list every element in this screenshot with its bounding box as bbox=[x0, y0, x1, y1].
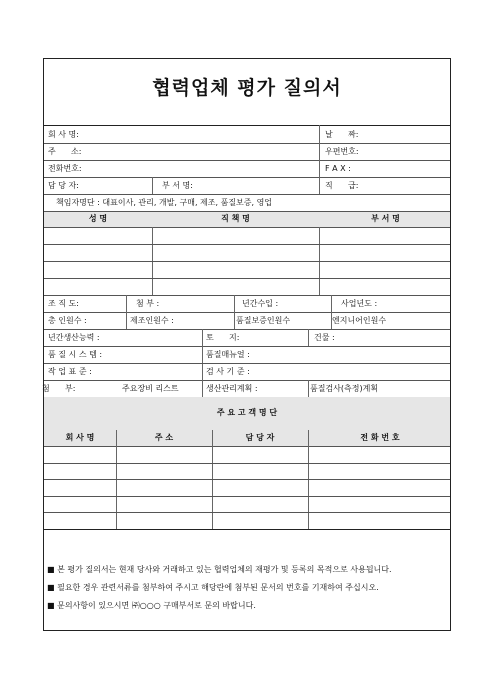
address-label: 주 소: bbox=[48, 147, 82, 156]
header-contact: 담 당 자 bbox=[245, 433, 275, 442]
header-phone: 전 화 번 호 bbox=[360, 433, 400, 442]
divider bbox=[44, 177, 450, 178]
divider bbox=[44, 312, 450, 313]
header-department: 부 서 명 bbox=[371, 214, 400, 223]
divider bbox=[319, 177, 320, 194]
questionnaire-form bbox=[43, 58, 451, 631]
annual-income-label: 년간수입 : bbox=[242, 299, 279, 308]
divider bbox=[126, 312, 127, 329]
note-item: ■ 본 평가 질의서는 현재 당사와 거래하고 있는 협력업체의 재평가 및 등록의 목적으로 사용됩니다. bbox=[47, 565, 392, 574]
table-row bbox=[44, 278, 450, 279]
production-staff-label: 제조인원수 : bbox=[130, 316, 174, 325]
table-row bbox=[44, 512, 450, 513]
divider bbox=[44, 346, 450, 347]
divider bbox=[319, 143, 320, 160]
fax-label: F A X : bbox=[325, 164, 351, 173]
table-row bbox=[44, 529, 450, 530]
attach-label: 첨 부 : bbox=[136, 299, 160, 308]
table-row bbox=[44, 244, 450, 245]
land-label: 토 지: bbox=[206, 333, 240, 342]
responsible-note: 책임자명단 : 대표이사, 관리, 개발, 구매, 제조, 품질보증, 영업 bbox=[56, 198, 273, 207]
divider bbox=[44, 160, 450, 161]
quality-manual-label: 품질매뉴얼 : bbox=[206, 350, 250, 359]
divider bbox=[331, 295, 332, 312]
divider bbox=[44, 125, 450, 126]
inspection-plan-label: 품질검사(측정)계획 bbox=[310, 384, 379, 393]
divider bbox=[126, 295, 127, 312]
department-label: 부 서 명: bbox=[162, 181, 193, 190]
divider bbox=[44, 194, 450, 195]
divider bbox=[44, 363, 450, 364]
phone-label: 전화번호: bbox=[48, 164, 82, 173]
divider bbox=[308, 329, 309, 346]
divider bbox=[44, 211, 450, 212]
divider bbox=[234, 312, 235, 329]
inspection-standard-label: 검 사 기 준 : bbox=[206, 367, 250, 376]
divider bbox=[319, 125, 320, 143]
production-plan-label: 생산관리계획 : bbox=[206, 384, 258, 393]
org-chart-label: 조 직 도: bbox=[48, 299, 79, 308]
zip-label: 우편번호: bbox=[325, 147, 359, 156]
total-staff-label: 총 인원수 : bbox=[48, 316, 87, 325]
divider bbox=[44, 446, 450, 447]
founding-year-label: 사업년도 : bbox=[341, 299, 378, 308]
equipment-list-label: 주요장비 리스트 bbox=[122, 384, 179, 393]
customers-section-title: 주 요 고 객 명 단 bbox=[216, 408, 278, 417]
divider bbox=[152, 177, 153, 194]
note-item: ■ 필요한 경우 관련서류를 첨부하여 주시고 해당란에 첨부된 문서의 번호를 기재하여 주십시오. bbox=[47, 583, 379, 592]
engineer-staff-label: 엔지니어인원수 bbox=[332, 316, 387, 325]
header-position: 직 책 명 bbox=[221, 214, 250, 223]
work-standard-label: 작 업 표 준 : bbox=[48, 367, 92, 376]
divider bbox=[234, 295, 235, 312]
divider bbox=[44, 380, 450, 381]
contact-label: 담 당 자: bbox=[48, 181, 79, 190]
divider bbox=[44, 329, 450, 330]
divider bbox=[44, 227, 450, 228]
annual-capacity-label: 년간생산능력 : bbox=[48, 333, 100, 342]
header-name: 성 명 bbox=[88, 214, 108, 223]
divider bbox=[202, 329, 203, 346]
building-label: 건물 : bbox=[314, 333, 335, 342]
divider bbox=[44, 143, 450, 144]
divider bbox=[202, 380, 203, 397]
header-address: 주 소 bbox=[154, 433, 174, 442]
divider bbox=[319, 160, 320, 177]
divider bbox=[308, 380, 309, 397]
table-row bbox=[44, 295, 450, 296]
note-item: ■ 문의사항이 있으시면 ㈜○○○ 구매부서로 문의 바랍니다. bbox=[47, 601, 256, 610]
table-row bbox=[44, 496, 450, 497]
table-row bbox=[44, 463, 450, 464]
attach-row-label: 첨 부: bbox=[42, 384, 76, 393]
company-name-label: 회 사 명: bbox=[48, 130, 79, 139]
quality-system-label: 품 질 시 스 템 : bbox=[48, 350, 103, 359]
table-row bbox=[44, 479, 450, 480]
form-title: 협력업체 평가 질의서 bbox=[152, 77, 342, 99]
header-company: 회 사 명 bbox=[65, 433, 95, 442]
qa-staff-label: 품질보증인원수 bbox=[236, 316, 291, 325]
table-row bbox=[44, 261, 450, 262]
date-label: 날 짜: bbox=[325, 130, 359, 139]
rank-label: 직 급: bbox=[325, 181, 359, 190]
